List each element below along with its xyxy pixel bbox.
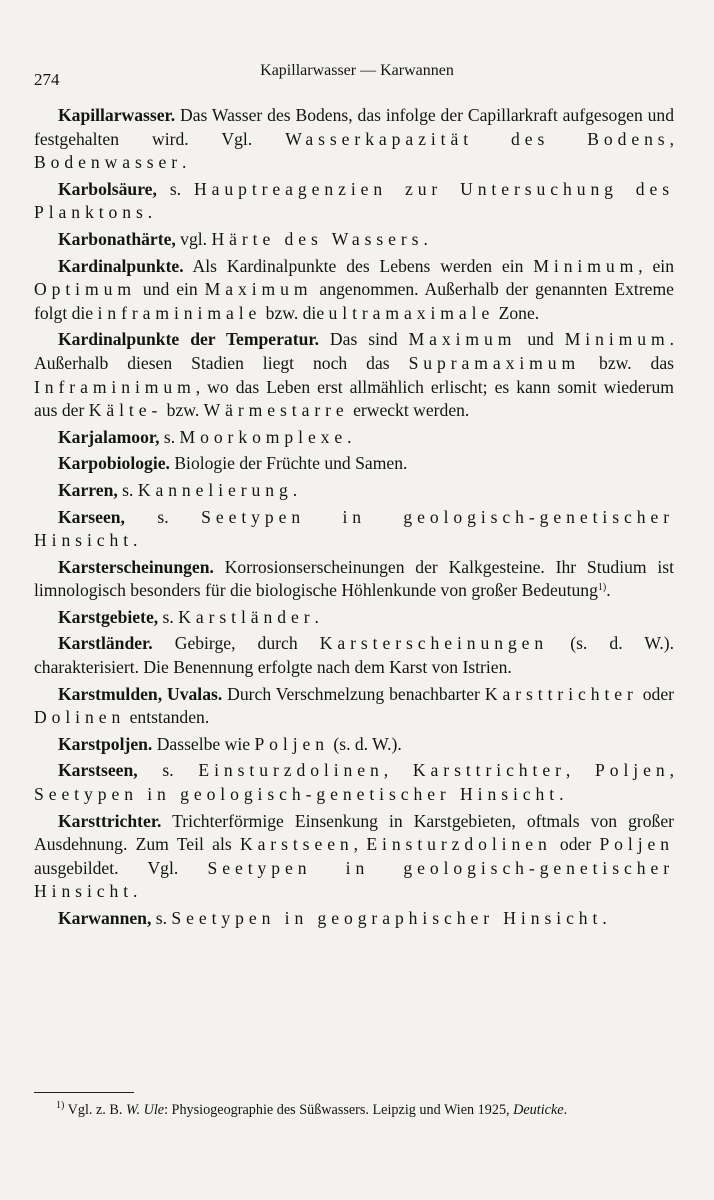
spaced-term: Kannelierung — [137, 479, 293, 500]
entry-text: oder — [637, 683, 674, 704]
entry-text: , — [565, 760, 596, 781]
entry-text: ausgebildet. Vgl. — [34, 857, 208, 878]
entry-headword: Karstseen, — [58, 760, 138, 781]
dictionary-entry — [34, 733, 674, 757]
entry-headword: Kardinalpunkte. — [58, 255, 184, 276]
dictionary-entry — [34, 104, 674, 175]
dictionary-entry — [34, 907, 674, 931]
entry-text: . — [147, 202, 153, 223]
entry-text: erweckt werden. — [348, 400, 470, 421]
spaced-term: Poljen — [599, 834, 675, 855]
dictionary-entry — [34, 328, 674, 422]
entry-text: s. — [124, 506, 202, 527]
entry-text: Zone. — [494, 302, 540, 323]
entry-text: . — [423, 228, 428, 249]
entry-headword: Karwannen, — [58, 908, 152, 928]
entry-text: bzw. — [162, 400, 204, 421]
spaced-term: Karsttrichter — [412, 760, 566, 781]
dictionary-entries — [34, 104, 674, 934]
spaced-term: Maximum — [204, 279, 313, 300]
entry-text: . — [182, 152, 187, 173]
spaced-term: Wasserkapazität des Bodens — [285, 128, 670, 149]
entry-text: . — [133, 881, 138, 902]
dictionary-entry — [34, 683, 674, 730]
entry-headword: Karstmulden, Uvalas. — [58, 683, 223, 704]
entry-text: vgl. — [175, 228, 212, 249]
entry-text: Als Kardinalpunkte des Lebens werden ein — [183, 255, 534, 276]
spaced-term: Moorkomplexe — [179, 426, 348, 447]
footnote-prefix: Vgl. z. B. — [64, 1102, 126, 1118]
entry-headword: Karpobiologie. — [58, 453, 170, 474]
entry-text: , — [353, 834, 367, 855]
entry-text: s. — [151, 908, 172, 928]
spaced-term: Optimum — [34, 279, 136, 300]
spaced-term: Karstseen — [239, 834, 354, 855]
spaced-term: Seetypen in geographischer Hinsicht — [171, 908, 603, 928]
entry-headword: Karstpoljen. — [58, 733, 153, 754]
entry-headword: Karbonathärte, — [58, 228, 176, 249]
entry-headword: Karstgebiete, — [58, 606, 159, 627]
spaced-term: Härte des Wassers — [211, 228, 424, 249]
spaced-term: Karsterscheinungen — [319, 633, 549, 654]
entry-text: , ein — [638, 255, 674, 276]
spaced-term: Bodenwasser — [34, 152, 183, 173]
dictionary-entry — [34, 426, 674, 450]
entry-text: s. — [159, 426, 180, 447]
spaced-term: Minimum — [533, 255, 639, 276]
footnote-publisher: Deuticke — [513, 1102, 564, 1118]
entry-text: Das Wasser des Bodens, das infolge der Capillarkraft aufgesogen und festgehalten wird. Vgl. — [34, 105, 674, 149]
entry-text: angenommen. Außerhalb der genannten Extreme folgt die — [34, 279, 674, 323]
entry-text: (s. d. W.). — [328, 733, 402, 754]
entry-text: und — [516, 329, 565, 350]
footnote-ref: 1) — [597, 582, 607, 594]
entry-text: . Außerhalb diesen Stadien liegt noch das — [34, 329, 674, 373]
footnote — [34, 1101, 674, 1119]
entry-text: Dasselbe wie — [152, 733, 255, 754]
entry-text: s. — [117, 479, 138, 500]
spaced-term: Wärmestarre — [203, 400, 349, 421]
entry-text: . — [292, 479, 298, 500]
spaced-term: Einsturzdolinen — [366, 834, 552, 855]
entry-text: und ein — [135, 279, 205, 300]
entry-text: (s. d. W.). charakterisiert. Die Benennung erfolgte nach dem Karst von Istrien. — [34, 633, 675, 678]
entry-text: bzw. die — [261, 302, 329, 323]
spaced-term: Minimum — [564, 329, 670, 350]
footnote-marker: 1) — [56, 1100, 65, 1111]
footnote-divider — [34, 1092, 134, 1093]
spaced-term: Maximum — [408, 329, 517, 350]
entry-text: , — [669, 760, 674, 781]
entry-text: . — [314, 606, 319, 627]
entry-text: . — [347, 426, 352, 447]
spaced-term: Karstländer — [178, 606, 315, 627]
entry-text: . — [602, 908, 607, 928]
entry-text: , — [383, 760, 413, 781]
dictionary-entry — [34, 479, 674, 503]
entry-text: s. — [137, 760, 199, 781]
entry-text: Das sind — [318, 329, 409, 350]
spaced-term: Supramaximum — [408, 352, 581, 373]
entry-headword: Karsterscheinungen. — [58, 556, 214, 577]
entry-text: bzw. das — [580, 352, 674, 373]
spaced-term: Karsttrichter — [484, 683, 638, 704]
dictionary-entry — [34, 228, 674, 252]
entry-headword: Karstländer. — [58, 633, 153, 654]
footnote-end: . — [563, 1102, 568, 1118]
spaced-term: ultramaximale — [328, 302, 495, 323]
entry-text: Trichterförmige Einsenkung in Karstgebieten, oftmals von großer Ausdehnung. Zum Teil als — [34, 810, 674, 855]
spaced-term: Poljen — [595, 760, 670, 781]
page-number: 274 — [34, 70, 60, 89]
entry-text: entstanden. — [125, 707, 210, 728]
dictionary-entry — [34, 606, 674, 630]
entry-text: , — [669, 128, 674, 149]
entry-text: s. — [156, 178, 194, 199]
spaced-term: Dolinen — [34, 707, 126, 728]
page-header — [34, 62, 680, 89]
entry-text: , wo das Leben erst allmählich erlischt; es kann somit wiederum aus der — [34, 376, 674, 421]
spaced-term: Seetypen in geologisch-genetischer Hinsicht — [34, 784, 560, 805]
entry-text: . — [559, 784, 564, 805]
spaced-term: Poljen — [254, 733, 329, 754]
entry-text: oder — [551, 834, 600, 855]
entry-headword: Karseen, — [58, 506, 125, 527]
dictionary-entry — [34, 556, 674, 603]
entry-headword: Karsttrichter. — [58, 810, 162, 831]
spaced-term: Kälte- — [88, 400, 163, 421]
entry-text: Durch Verschmelzung benachbarter — [222, 683, 485, 704]
entry-text: . — [133, 530, 138, 551]
dictionary-entry — [34, 452, 674, 476]
entry-text: Gebirge, durch — [152, 633, 320, 654]
running-title: Kapillarwasser — Karwannen — [260, 62, 454, 79]
dictionary-entry — [34, 178, 674, 225]
spaced-term: inframinimale — [97, 302, 262, 323]
entry-text: Korrosionserscheinungen der Kalkgesteine. Ihr Studium ist limnologisch besonders für die biologische Höhlenkunde von großer Bedeutung — [34, 556, 674, 601]
dictionary-entry — [34, 810, 674, 904]
entry-text: Biologie der Früchte und Samen. — [169, 453, 408, 474]
spaced-term: Einsturzdolinen — [198, 760, 384, 781]
entry-headword: Karjalamoor, — [58, 426, 160, 447]
spaced-term: Hauptreagenzien zur Untersuchung des Planktons — [34, 178, 674, 223]
spaced-term: Seetypen in geologisch-genetischer Hinsicht — [34, 506, 674, 551]
footnote-author: W. Ule — [125, 1102, 165, 1118]
entry-text: s. — [158, 606, 179, 627]
footnote-text: : Physiogeographie des Süßwassers. Leipzig und Wien 1925, — [164, 1102, 514, 1118]
entry-text: . — [606, 580, 611, 601]
spaced-term: Seetypen in geologisch-genetischer Hinsicht — [34, 857, 675, 902]
dictionary-entry — [34, 632, 674, 679]
dictionary-entry — [34, 759, 674, 806]
entry-headword: Karbolsäure, — [58, 178, 157, 199]
entry-headword: Kardinalpunkte der Temperatur. — [58, 329, 319, 350]
entry-headword: Kapillarwasser. — [58, 105, 176, 125]
spaced-term: Inframinimum — [34, 376, 196, 397]
entry-headword: Karren, — [58, 479, 118, 500]
dictionary-entry — [34, 255, 674, 326]
dictionary-entry — [34, 506, 674, 553]
